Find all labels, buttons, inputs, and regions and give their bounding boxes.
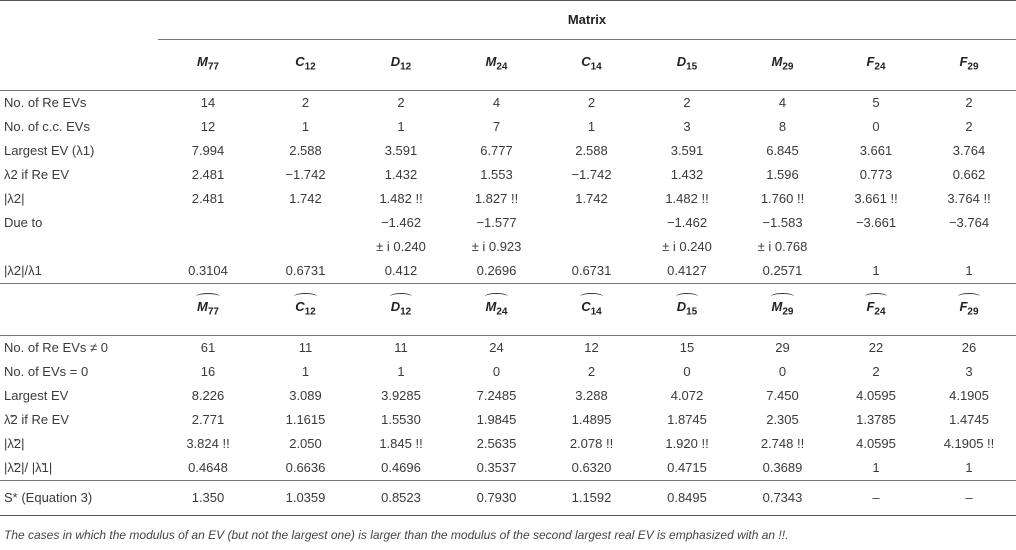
- column-header-d15: [639, 40, 735, 91]
- table-cell: 3.661 !!: [854, 190, 898, 206]
- hat-column-header-d15: [639, 283, 735, 336]
- table-cell: 0.4648: [188, 460, 228, 476]
- row-label: No. of Re EVs ≠ 0: [0, 336, 158, 361]
- table-cell: 1.4745: [949, 412, 989, 428]
- table-cell: 1: [301, 118, 310, 134]
- table-cell: 3.9285: [381, 388, 421, 404]
- table-cell: 2.5635: [476, 436, 517, 452]
- table-cell: 2: [544, 90, 639, 115]
- table-cell: 0.7343: [735, 481, 830, 516]
- table-row: [0, 481, 1016, 516]
- column-header-f24: [830, 40, 922, 91]
- table-cell: 7.994: [191, 142, 225, 158]
- table-cell: 7: [492, 118, 501, 134]
- table-row: [0, 408, 1016, 432]
- table-cell: 1: [965, 262, 973, 278]
- table-cell: 2: [587, 364, 596, 380]
- table-cell: 4.0595: [856, 388, 896, 404]
- table-cell: 3.824 !!: [186, 436, 230, 452]
- table-cell: –: [830, 481, 922, 516]
- table-cell: 0.3104: [188, 262, 228, 278]
- table-cell: 2: [965, 118, 973, 134]
- table-cell: 12: [544, 336, 639, 361]
- matrix-group-header-row: [0, 1, 1016, 40]
- table-row: [0, 163, 1016, 187]
- column-subscript: 77: [207, 306, 219, 318]
- table-cell: 3.591: [670, 142, 704, 158]
- table-cell: [544, 211, 639, 235]
- table-cell: 7.450: [766, 388, 799, 404]
- table-cell: 2: [258, 90, 353, 115]
- column-subscript: 29: [967, 61, 979, 73]
- table-row: [0, 90, 1016, 115]
- table-cell: 1.482 !!: [665, 190, 709, 206]
- column-header-row: [0, 40, 1016, 91]
- matrix-group-header: Matrix: [158, 1, 1016, 40]
- table-cell: −1.577: [476, 214, 517, 230]
- hat-column-header-row: [0, 283, 1016, 336]
- table-cell: 1.845 !!: [379, 436, 423, 452]
- column-symbol: M: [485, 54, 497, 69]
- column-symbol: F: [866, 54, 875, 69]
- table-cell: 1.432: [670, 166, 704, 182]
- table-cell: 4.1905: [949, 388, 989, 404]
- table-row: [0, 187, 1016, 211]
- table-cell: 0.4715: [667, 460, 707, 476]
- table-cell: 2: [639, 90, 735, 115]
- table-cell: 0.662: [952, 166, 986, 182]
- column-subscript: 77: [207, 61, 219, 73]
- table-cell: –: [922, 481, 1016, 516]
- table-row: [0, 235, 1016, 259]
- table-cell: −3.764: [948, 214, 990, 230]
- table-cell: 0.2696: [476, 262, 517, 278]
- table-row: [0, 211, 1016, 235]
- table-cell: [258, 235, 353, 259]
- table-cell: 3.288: [575, 388, 608, 404]
- row-label: No. of Re EVs: [0, 90, 158, 115]
- hat-column-header-f24: [830, 283, 922, 336]
- table-cell: ± i 0.923: [471, 238, 522, 254]
- table-cell: −1.742: [571, 166, 612, 182]
- table-cell: 29: [735, 336, 830, 361]
- column-symbol: D: [676, 298, 687, 314]
- table-cell: 1: [397, 118, 405, 134]
- table-cell: 8.226: [191, 388, 225, 404]
- column-symbol: M: [485, 298, 497, 314]
- table-cell: ± i 0.240: [662, 238, 712, 254]
- row-label: |λ2|: [4, 190, 25, 206]
- table-cell: 1.596: [766, 166, 799, 182]
- table-cell: 1.742: [575, 190, 608, 206]
- column-symbol: D: [676, 54, 687, 69]
- table-cell: 1: [872, 460, 880, 476]
- column-symbol: C: [295, 54, 305, 69]
- column-header-d12: [353, 40, 449, 91]
- column-subscript: 29: [782, 306, 794, 318]
- table-cell: [830, 235, 922, 259]
- table-cell: 5: [830, 90, 922, 115]
- hat-column-header-f29: [922, 283, 1016, 336]
- table-cell: 3: [965, 364, 973, 380]
- row-label: |λ2|/λ1: [4, 262, 42, 278]
- table-cell: 0: [778, 364, 787, 380]
- table-cell: 1.827 !!: [474, 190, 519, 206]
- table-cell: 0.2571: [762, 262, 803, 278]
- table-cell: 1.553: [480, 166, 513, 182]
- table-cell: 1: [872, 262, 880, 278]
- table-cell: 1.350: [158, 481, 258, 516]
- column-subscript: 24: [496, 61, 508, 73]
- table-cell: 1.8745: [667, 412, 707, 428]
- table-cell: 0.7930: [449, 481, 544, 516]
- table-cell: 3: [683, 118, 691, 134]
- table-cell: 16: [200, 364, 216, 380]
- table-cell: −1.583: [762, 214, 803, 230]
- table-cell: 3.764: [952, 142, 986, 158]
- table-row: [0, 115, 1016, 139]
- table-cell: 1: [397, 364, 405, 380]
- table-cell: 1.3785: [856, 412, 896, 428]
- table-footnote: The cases in which the modulus of an EV (but not the largest one) is larger than the modulus of the second largest real EV is emphasized with an !!.: [4, 528, 789, 542]
- table-cell: [158, 211, 258, 235]
- column-symbol: C: [581, 298, 591, 314]
- table-cell: [922, 235, 1016, 259]
- hat-column-header-c12: [258, 283, 353, 336]
- table-cell: 1.1615: [285, 412, 326, 428]
- table-cell: 2.771: [191, 412, 225, 428]
- table-cell: 24: [449, 336, 544, 361]
- column-symbol: M: [771, 298, 783, 314]
- row-label: Largest EV (λ1): [4, 142, 95, 158]
- column-header-f29: [922, 40, 1016, 91]
- column-symbol: D: [390, 54, 401, 69]
- table-row: [0, 259, 1016, 284]
- table-cell: 1: [965, 460, 973, 476]
- column-subscript: 12: [304, 61, 316, 73]
- table-row: [0, 432, 1016, 456]
- table-cell: 0.6731: [285, 262, 326, 278]
- table-cell: −1.742: [285, 166, 326, 182]
- table-cell: 22: [830, 336, 922, 361]
- table-cell: 2: [872, 364, 880, 380]
- column-symbol: M: [197, 54, 208, 69]
- table-cell: 6.845: [766, 142, 799, 158]
- table-cell: 2: [353, 90, 449, 115]
- table-cell: 2.748 !!: [760, 436, 805, 452]
- column-symbol: C: [581, 54, 591, 69]
- column-header-m24: [449, 40, 544, 91]
- column-symbol: C: [295, 298, 305, 314]
- column-subscript: 15: [686, 61, 698, 73]
- table-cell: [544, 235, 639, 259]
- table-cell: 1.9845: [476, 412, 517, 428]
- row-label: |λ̃2|/ |λ̃1|: [4, 460, 53, 476]
- table-cell: 11: [258, 336, 353, 361]
- table-row: [0, 360, 1016, 384]
- table-cell: 3.089: [289, 388, 322, 404]
- hat-column-header-c14: [544, 283, 639, 336]
- column-header-m77: [158, 40, 258, 91]
- column-symbol: F: [959, 298, 968, 314]
- table-cell: 1: [301, 364, 310, 380]
- table-cell: 8: [778, 118, 787, 134]
- table-cell: 12: [200, 118, 216, 134]
- table-cell: ± i 0.768: [757, 238, 808, 254]
- column-header-c12: [258, 40, 353, 91]
- table-cell: −1.462: [380, 214, 422, 230]
- table-cell: 14: [158, 90, 258, 115]
- table-row: [0, 384, 1016, 408]
- table-cell: 0: [492, 364, 501, 380]
- table-cell: 0.8495: [639, 481, 735, 516]
- column-subscript: 12: [400, 61, 412, 73]
- table-cell: 0: [872, 118, 880, 134]
- table-cell: 2.305: [766, 412, 799, 428]
- table-cell: 1.1592: [544, 481, 639, 516]
- column-subscript: 14: [590, 61, 602, 73]
- row-label: [0, 235, 158, 259]
- table-cell: 1.742: [289, 190, 322, 206]
- table-cell: 11: [353, 336, 449, 361]
- table-cell: −3.661: [855, 214, 897, 230]
- table-cell: 0.412: [384, 262, 418, 278]
- table-cell: 61: [158, 336, 258, 361]
- table-cell: [258, 211, 353, 235]
- column-subscript: 24: [874, 61, 886, 73]
- column-subscript: 12: [304, 306, 316, 318]
- table-cell: 0.6636: [285, 460, 326, 476]
- column-symbol: D: [390, 298, 401, 314]
- table-cell: 1: [587, 118, 596, 134]
- hat-column-header-m24: [449, 283, 544, 336]
- table-cell: 15: [639, 336, 735, 361]
- table-cell: 3.661: [859, 142, 893, 158]
- column-header-c14: [544, 40, 639, 91]
- table-cell: 2.481: [191, 190, 225, 206]
- table-cell: 1.920 !!: [665, 436, 709, 452]
- row-label: No. of EVs = 0: [4, 364, 89, 380]
- table-row: [0, 139, 1016, 163]
- table-cell: 0.6320: [571, 460, 612, 476]
- column-subscript: 29: [782, 61, 794, 73]
- column-subscript: 15: [686, 306, 698, 318]
- table-cell: 0.3537: [476, 460, 517, 476]
- table-cell: 26: [922, 336, 1016, 361]
- table-cell: 1.760 !!: [760, 190, 805, 206]
- table-cell: 7.2485: [476, 388, 517, 404]
- table-cell: 2.588: [289, 142, 322, 158]
- column-symbol: M: [197, 298, 208, 314]
- column-symbol: F: [959, 54, 968, 69]
- row-label: λ2 if Re EV: [4, 166, 70, 182]
- table-cell: 4.0595: [856, 436, 896, 452]
- table-cell: 4: [735, 90, 830, 115]
- table-cell: 1.0359: [258, 481, 353, 516]
- column-symbol: M: [771, 54, 783, 69]
- table-cell: 2.050: [289, 436, 322, 452]
- column-subscript: 29: [967, 306, 979, 318]
- table-row: [0, 336, 1016, 361]
- hat-column-header-m29: [735, 283, 830, 336]
- column-subscript: 12: [400, 306, 412, 318]
- table-cell: 0.4696: [381, 460, 421, 476]
- table-cell: 1.432: [384, 166, 418, 182]
- table-cell: ± i 0.240: [376, 238, 426, 254]
- table-cell: 0.8523: [353, 481, 449, 516]
- hat-column-header-m77: [158, 283, 258, 336]
- row-label: Due to: [4, 214, 43, 230]
- column-subscript: 14: [590, 306, 602, 318]
- table-cell: 4.1905 !!: [943, 436, 995, 452]
- table-row: [0, 456, 1016, 481]
- column-subscript: 24: [874, 306, 886, 318]
- table-cell: 1.4895: [571, 412, 612, 428]
- row-label: |λ̃2|: [4, 436, 25, 452]
- table-cell: [158, 235, 258, 259]
- table-cell: 2: [922, 90, 1016, 115]
- table-cell: 1.482 !!: [379, 190, 423, 206]
- column-symbol: F: [866, 298, 875, 314]
- row-label: S* (Equation 3): [0, 481, 158, 516]
- table-cell: 2.588: [575, 142, 608, 158]
- row-label: Largest EV: [4, 388, 69, 404]
- table-cell: 4: [449, 90, 544, 115]
- row-label: No. of c.c. EVs: [4, 118, 90, 134]
- table-cell: 0.4127: [667, 262, 707, 278]
- table-cell: 0: [683, 364, 691, 380]
- table-cell: 3.591: [384, 142, 418, 158]
- hat-column-header-d12: [353, 283, 449, 336]
- row-label: λ̃2 if Re EV: [4, 412, 70, 428]
- table-cell: 2.078 !!: [569, 436, 614, 452]
- table-cell: 4.072: [670, 388, 704, 404]
- table-cell: −1.462: [666, 214, 708, 230]
- table-cell: 6.777: [480, 142, 513, 158]
- table-cell: 1.5530: [381, 412, 421, 428]
- table-cell: 2.481: [191, 166, 225, 182]
- table-cell: 0.773: [859, 166, 893, 182]
- table-cell: 0.3689: [762, 460, 803, 476]
- column-subscript: 24: [496, 306, 508, 318]
- table-cell: 0.6731: [571, 262, 612, 278]
- table-cell: 3.764 !!: [947, 190, 991, 206]
- column-header-m29: [735, 40, 830, 91]
